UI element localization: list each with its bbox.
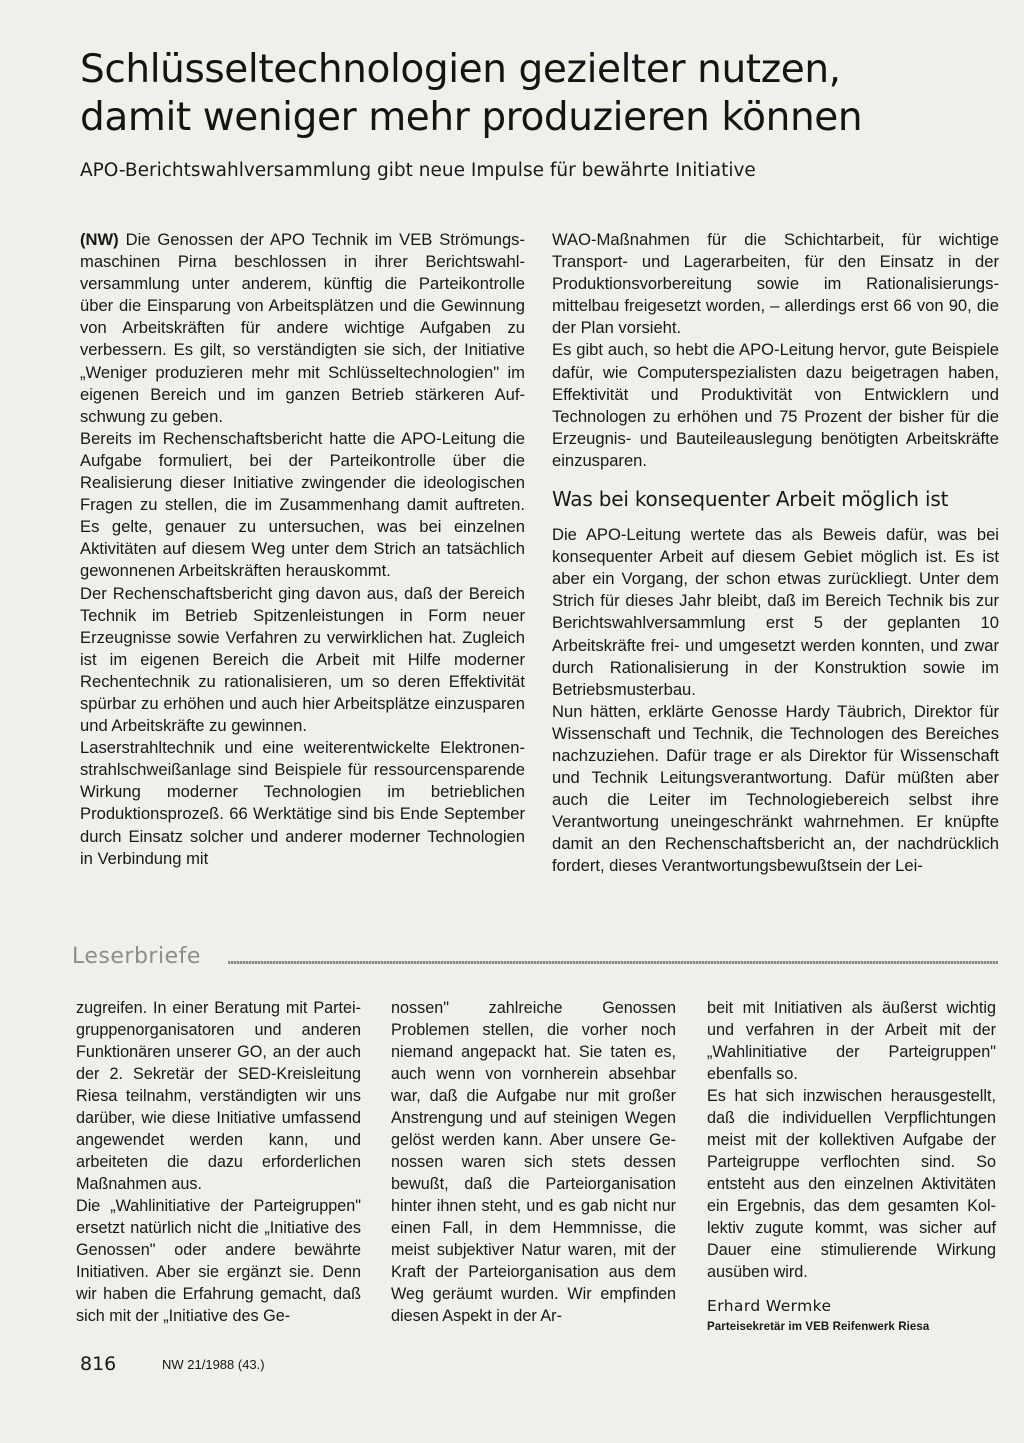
lead-tag: (NW) (80, 230, 119, 249)
issue-label: NW 21/1988 (43.) (162, 1357, 265, 1372)
article-subheadline: APO-Berichtswahlversammlung gibt neue Impulse für bewährte Initiative (80, 160, 756, 181)
letter-paragraph: Die „Wahlinitiative der Parteigruppen" ersetzt natürlich nicht die „Initiative des Genossen" oder andere bewährte Initiativen. Aber sie ergänzt sie. Denn wir haben die Erfahrung gemacht, daß sich mit der „Initiative des Ge- (76, 1197, 361, 1325)
letter-column-3 (707, 997, 996, 1337)
page-footer (80, 1353, 480, 1379)
letter-author: Erhard Wermke (707, 1297, 832, 1315)
article-headline (80, 46, 980, 142)
article-paragraph: Der Rechenschaftsbericht ging davon aus, daß der Bereich Technik im Betrieb Spitzenleistungen in Form neuer Erzeugnisse sowie Verfahren zu verwirklichen hat. Zugleich ist im eigenen Bereich die Arbeit mit Hilfe moderner Rechentechnik zu rationalisieren, um so deren Effektivität spürbar zu erhöhen und auch hier Arbeitsplätze einzusparen und Arbeitskräfte zu gewinnen. (80, 583, 525, 736)
letter-author-role: Parteisekretär im VEB Reifenwerk Riesa (707, 1321, 930, 1333)
rubric-divider (228, 961, 998, 964)
headline-line-1: Schlüsseltechnologien gezielter nutzen, (80, 47, 841, 92)
section-heading: Was bei konsequenter Arbeit möglich ist (552, 487, 949, 512)
article-paragraph: Die APO-Leitung wertete das als Beweis dafür, was bei konsequenter Arbeit auf diesem Gebiet möglich ist. Es ist aber ein Vorgang, der schon etwas zurückliegt. Unter dem Strich für dieses Jahr bleibt, daß im Bereich Technik bis zur Berichtswahlversammlung erst 5 der geplanten 10 Arbeitskräfte frei- und umgesetzt werden konnten, und zwar durch Rationalisierung in der Konstruktion sowie im Betriebsmusterbau. (552, 525, 999, 699)
page-number: 816 (80, 1353, 117, 1375)
letter-paragraph: zugreifen. In einer Beratung mit Parteigruppenorganisatoren und anderen Funktionären unserer GO, an der auch der 2. Sekretär der SED-Kreisleitung Riesa teilnahm, verständigten wir uns darüber, wie diese Initiative umfassend angewendet werden kann, und arbeiteten die dazu erforderlichen Maßnahmen aus. (76, 999, 361, 1193)
letters-rubric-bar (72, 944, 1012, 974)
article-paragraph: WAO-Maßnahmen für die Schichtarbeit, für wichtige Transport- und Lagerarbeiten, für den Einsatz in der Produktionsvorbereitung sowie im Rationalisierungsmittelbau freigesetzt worden, – allerdings erst 66 von 90, die der Plan vorsieht. (552, 230, 999, 338)
article-paragraph: Nun hätten, erklärte Genosse Hardy Täubrich, Direktor für Wissenschaft und Technik, die Technologen des Bereiches nachzuziehen. Dafür trage er als Direktor für Wissenschaft und Technik Leitungsverantwortung. Dafür müßten aber auch die Leiter im Technologiebereich selbst ihre Verantwortung uneingeschränkt wahrnehmen. Er knüpfte damit an den Rechenschaftsbericht an, der nachdrücklich fordert, dieses Verantwortungsbewußtsein der Lei- (552, 701, 999, 876)
letter-paragraph: beit mit Initiativen als äußerst wichtig und verfahren in der Arbeit mit der „Wahlinitiative der Parteigruppen" ebenfalls so. (707, 999, 996, 1083)
letter-column-2 (391, 997, 676, 1327)
letter-paragraph: Es hat sich inzwischen herausgestellt, daß die individuellen Verpflichtungen meist mit der kollektiven Aufgabe der Parteigruppe verflochten sind. So entsteht aus den einzelnen Aktivitäten ein Ergebnis, das dem gesamten Kollektiv zugute kommt, was sicher auf Dauer eine stimulierende Wirkung ausüben wird. (707, 1087, 996, 1281)
article-column-right (552, 229, 999, 878)
article-paragraph: Laserstrahltechnik und eine weiterentwickelte Elektronenstrahlschweißanlage sind Beispiele für ressourcensparende Wirkung moderner Technologien im betrieblichen Produktionsprozeß. 66 Werktätige sind bis Ende September durch Einsatz solcher und anderer moderner Technologien in Verbindung mit (80, 738, 525, 868)
article-column-left (80, 229, 525, 870)
letters-rubric-title: Leserbriefe (72, 944, 201, 969)
letter-paragraph: nossen" zahlreiche Genossen Problemen stellen, die vorher noch niemand angepackt hat. Sie taten es, auch wenn von vornherein absehbar war, daß die Aufgabe nur mit großer Anstrengung und auf steinigen Wegen gelöst werden kann. Aber unsere Genossen waren sich stets dessen bewußt, daß die Parteiorganisation hinter ihnen steht, und es gab nicht nur einen Fall, in dem Hemmnisse, die meist subjektiver Natur waren, mit der Kraft der Parteiorganisation aus dem Weg geräumt wurden. Wir empfinden diesen Aspekt in der Ar- (391, 999, 676, 1325)
letter-column-1 (76, 997, 361, 1327)
article-paragraph: Es gibt auch, so hebt die APO-Leitung hervor, gute Beispiele dafür, wie Computerspezialisten dazu beigetragen haben, Effektivität und Produktivität von Entwicklern und Technologen zu erhöhen und 75 Prozent der bisher für die Erzeugnis- und Bauteileauslegung benötigten Arbeitskräfte einzusparen. (552, 340, 999, 470)
article-paragraph: Bereits im Rechenschaftsbericht hatte die APO-Leitung die Aufgabe formuliert, bei der Parteikontrolle über die Realisierung dieser Initiative zwingender die ideologischen Fragen zu stellen, die im Zusammenhang damit auftreten. Es gelte, genauer zu untersuchen, was bei einzelnen Aktivitäten auf diesem Weg unter dem Strich an tatsächlich gewonnenen Arbeitskräften herauskommt. (80, 428, 525, 581)
headline-line-2: damit weniger mehr produzieren können (80, 95, 863, 140)
lead-text: Die Genossen der APO Technik im VEB Strömungsmaschinen Pirna beschlossen in ihrer Berichtswahlversammlung unter anderem, künftig die Parteikontrolle über die Einsparung von Arbeitsplätzen und die Gewinnung von Arbeitskräften für andere wichtige Aufgaben zu verbessern. Es gilt, so verständigten sie sich, der Initiative „Weniger produzieren mehr mit Schlüsseltechnologien" im eigenen Bereich und im ganzen Betrieb stärkeren Aufschwung zu geben. (80, 230, 525, 426)
article-paragraph (80, 229, 525, 428)
